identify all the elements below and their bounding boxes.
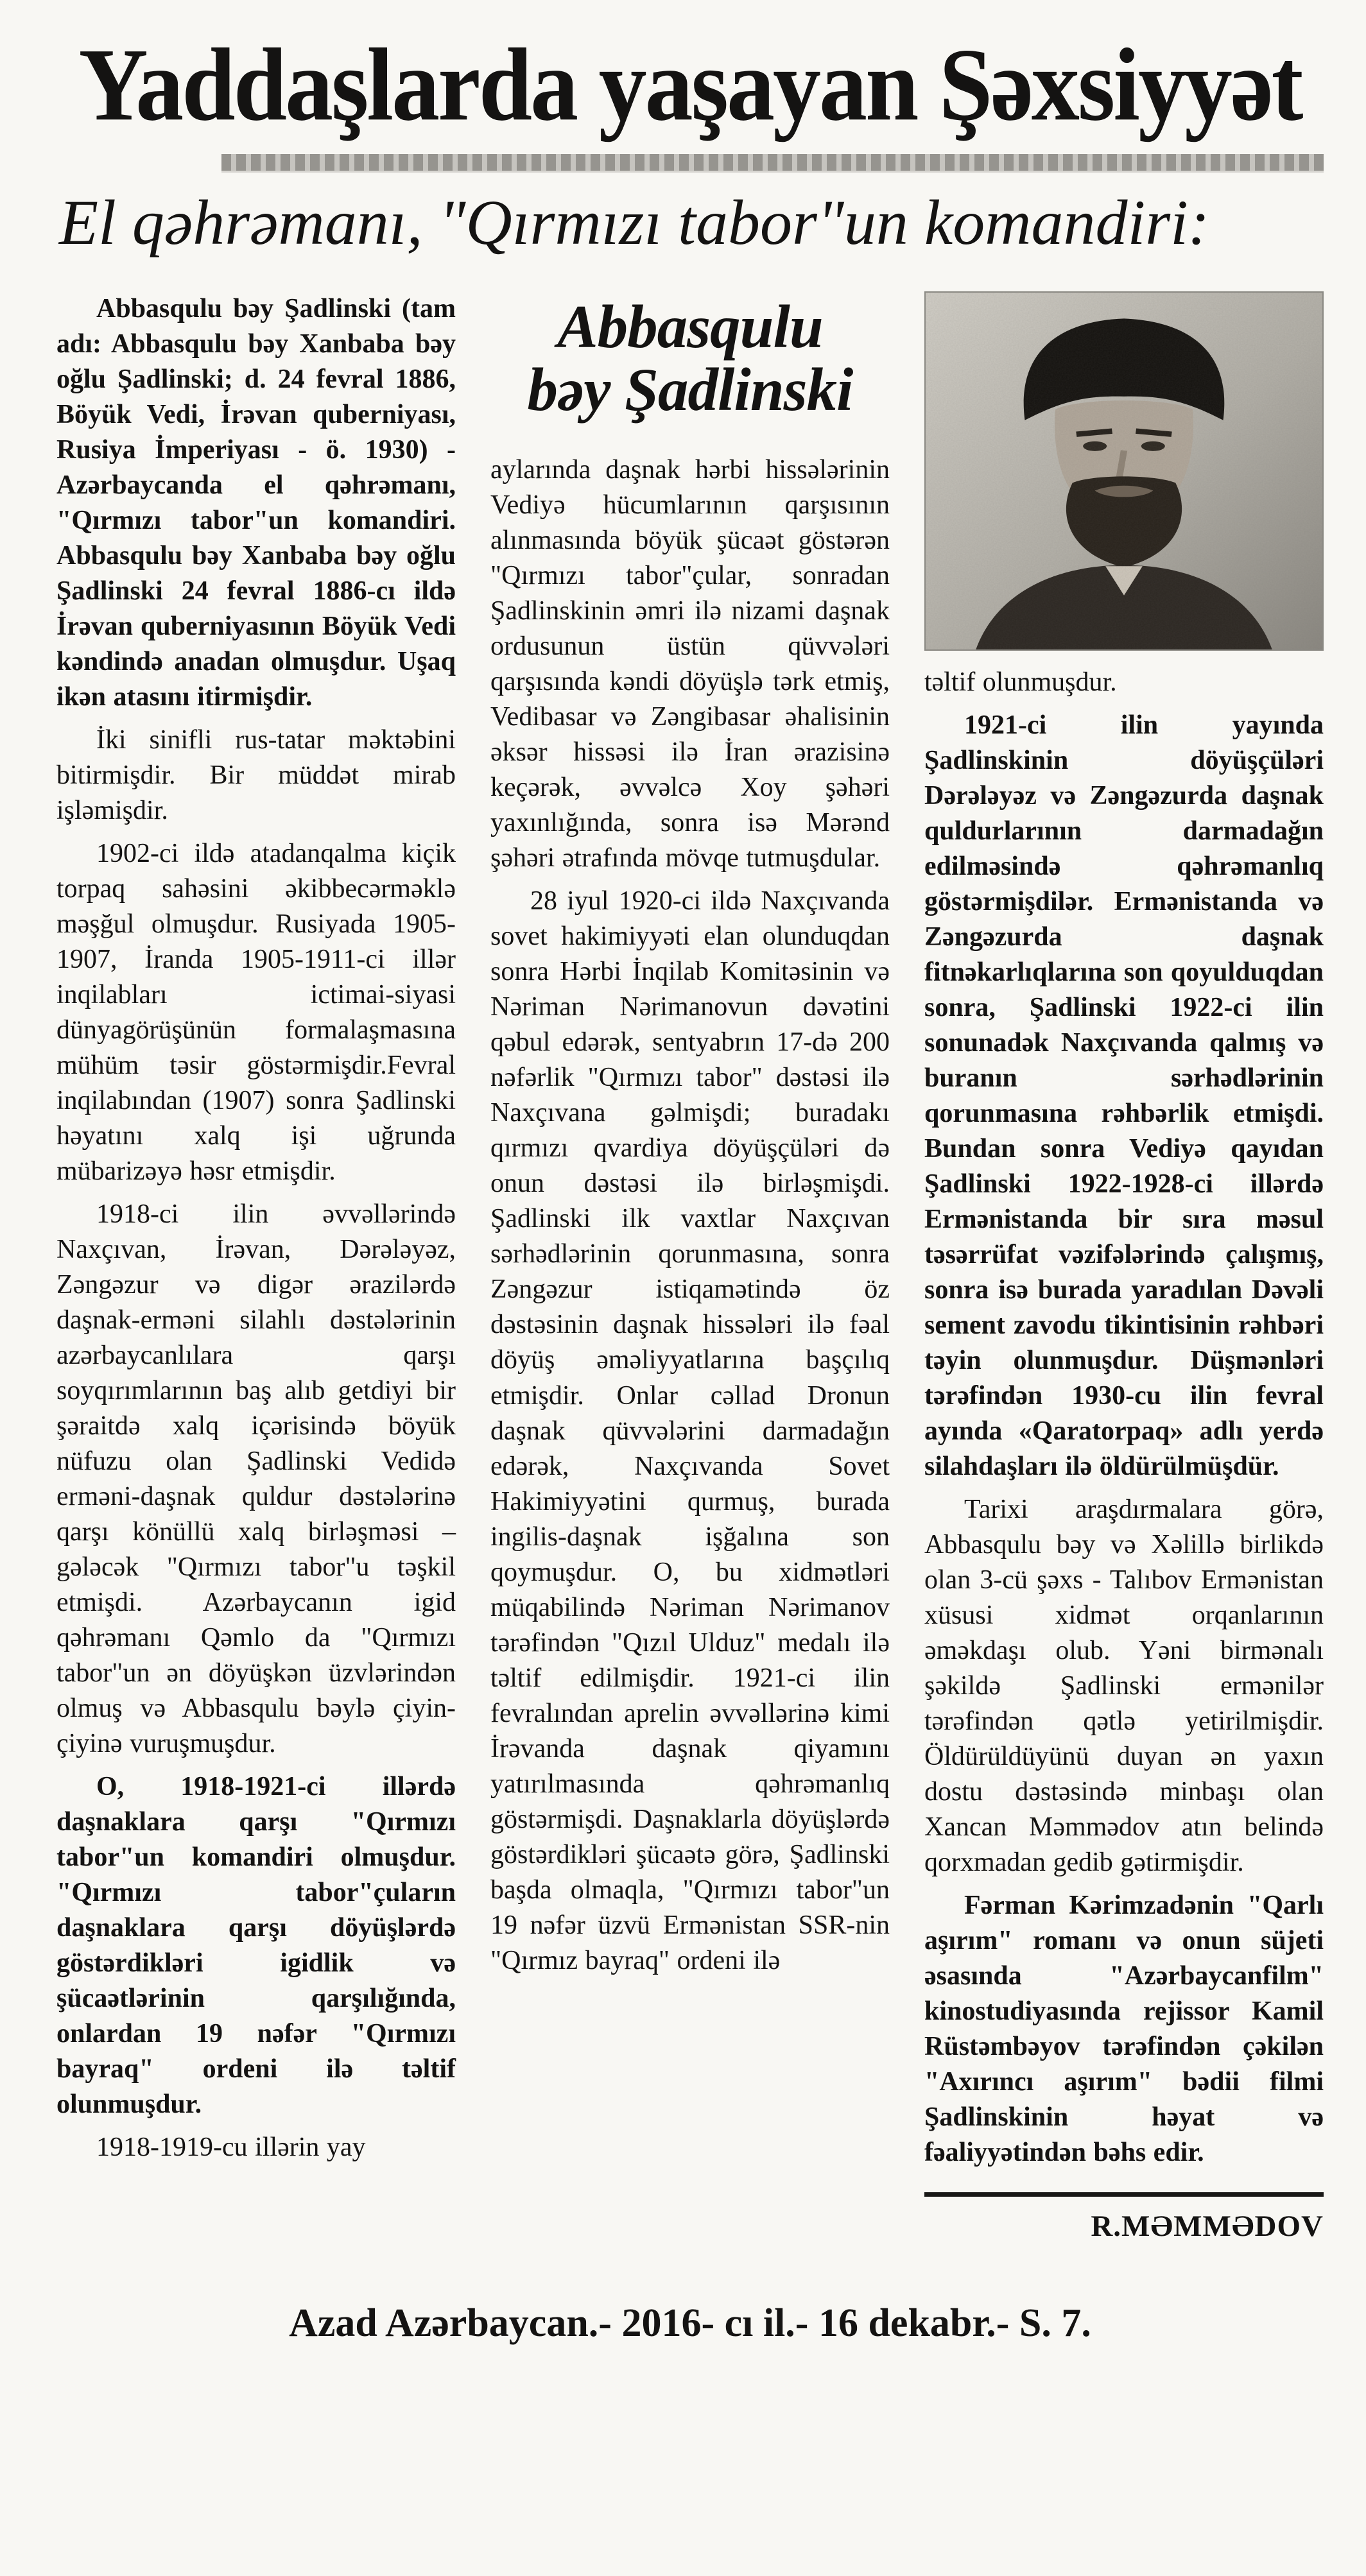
article-title-line2: bəy Şadlinski [527, 356, 853, 424]
article-title-line1: Abbasqulu [557, 292, 823, 361]
author-signature: R.MƏMMƏDOV [924, 2192, 1324, 2247]
article-title [490, 292, 890, 424]
paragraph: Abbasqulu bəy Şadlinski (tam adı: Abbasqulu bəy Xanbaba bəy oğlu Şadlinski; d. 24 fevral 1886, Böyük Vedi, İrəvan quberniyası, Rusiya İmperiyası - ö. 1930) - Azərbaycanda el qəhrəmanı, "Qırmızı tabor"un komandiri. Abbasqulu bəy Xanbaba bəy oğlu Şadlinski 24 fevral 1886-cı ildə İrəvan quberniyasının Böyük Vedi kəndində anadan olmuşdur. Uşaq ikən atasını itirmişdir. [56, 293, 456, 712]
main-headline: Yaddaşlarda yaşayan Şəxsiyyət [78, 27, 1302, 142]
paragraph: Fərman Kərimzadənin "Qarlı aşırım" romanı və onun süjeti əsasında "Azərbaycanfilm" kinostudiyasında rejissor Kamil Rüstəmbəyov tərəfindən çəkilən "Axırıncı aşırım" bədii filmi Şadlinskinin həyat və fəaliyyətindən bəhs edir. [924, 1891, 1324, 2168]
article-body [56, 291, 1324, 2247]
column-right [924, 291, 1324, 2247]
kicker-headline: El qəhrəmanı, "Qırmızı tabor"un komandiri: [59, 186, 1210, 258]
paragraph: Tarixi araşdırmalara görə, Abbasqulu bəy və Xəlillə birlikdə olan 3-cü şəxs - Talıbov Ermənistan xüsusi xidmət orqanlarının əməkdaşı olub. Yəni birmənalı şəkildə Şadlinski ermənilər tərəfindən qətlə yetirilmişdir. Öldürüldüyünü duyan ən yaxın dostu dəstəsində minbaşı olan Xancan Məmmədov atın belində qorxmadan gedib gətirmişdir. [924, 1494, 1324, 1878]
paragraph: 28 iyul 1920-ci ildə Naxçıvanda sovet hakimiyyəti elan olunduqdan sonra Hərbi İnqilab Komitəsinin və Nəriman Nərimanovun dəvətini qəbul edərək, sentyabrın 17-də 200 nəfərlik "Qırmızı tabor" dəstəsi ilə Naxçıvana gəlmişdi; buradakı qırmızı qvardiya döyüşçüləri də onun dəstəsi ilə birləşmişdi. Şadlinski ilk vaxtlar Naxçıvan sərhədlərinin qorunmasına, sonra Zəngəzur istiqamətində öz dəstəsinin daşnak hissələri ilə fəal döyüş əməliyyatlarına başçılıq etmişdir. Onlar cəllad Dronun daşnak qüvvələrini darmadağın edərək, Naxçıvanda Sovet Hakimiyyətini qurmuş, burada ingilis-daşnak işğalına son qoymuşdur. O, bu xidmətləri müqabilində Nəriman Nərimanov tərəfindən "Qızıl Ulduz" medalı ilə təltif edilmişdir. 1921-ci ilin fevralından aprelin əvvəllərinə kimi İrəvanda daşnak qiyamını yatırılmasında qəhrəmanlıq göstərmişdi. Daşnaklarla döyüşlərdə göstərdikləri şücaətə görə, Şadlinski başda olmaqla, "Qırmızı tabor"un 19 nəfər üzvü Ermənistan SSR-nin "Qırmız bayraq" ordeni ilə [490, 886, 890, 1975]
paragraph: təltif olunmuşdur. [924, 667, 1117, 697]
portrait-illustration [926, 293, 1322, 649]
paragraph: İki sinifli rus-tatar məktəbini bitirmişdir. Bir müddət mirab işləmişdir. [56, 725, 456, 825]
portrait-photo [924, 291, 1324, 651]
paragraph: 1902-ci ildə atadanqalma kiçik torpaq sahəsini əkibbecərməklə məşğul olmuşdur. Rusiyada 1905-1907, İranda 1905-1911-ci illər inqilabları ictimai-siyasi dünyagörüşünün formalaşmasına mühüm təsir göstərmişdir.Fevral inqilabından (1907) sonra Şadlinski həyatını xalq işi uğrunda mübarizəyə həsr etmişdir. [56, 838, 456, 1186]
paragraph: aylarında daşnak hərbi hissələrinin Vediyə hücumlarının qarşısının alınmasında böyük şücaət göstərən "Qırmızı tabor"çular, sonradan Şadlinskinin əmri ilə nizami daşnak ordusunun üstün qüvvələri qarşısında kəndi döyüşlə tərk etmiş, Vedibasar və Zəngibasar əhalisinin əksər hissəsi ilə İran ərazisinə keçərək, əvvəlcə Xoy şəhəri yaxınlığında, sonra isə Mərənd şəhəri ətrafında mövqe tutmuşdular. [490, 455, 890, 873]
column-left [56, 291, 456, 2247]
decorative-band [221, 154, 1324, 171]
paragraph: 1921-ci ilin yayında Şadlinskinin döyüşçüləri Dərələyəz və Zəngəzurda daşnak quldurlarının darmadağın edilməsində qəhrəmanlıq göstərmişdilər. Ermənistanda və Zəngəzurda daşnak fitnəkarlıqlarına son qoyulduqdan sonra, Şadlinski 1922-ci ilin sonunadək Naxçıvanda qalmış və buranın sərhədlərinin qorunmasına rəhbərlik etmişdi. Bundan sonra Vediyə qayıdan Şadlinski 1922-1928-ci illərdə Ermənistanda bir sıra məsul təsərrüfat vəzifələrində çalışmış, sonra isə burada yaradılan Dəvəli sement zavodu tikintisinin rəhbəri təyin olunmuşdur. Düşmənləri tərəfindən 1930-cu ilin fevral ayında «Qaratorpaq» adlı yerdə silahdaşları ilə öldürülmüşdür. [924, 710, 1324, 1481]
paragraph: O, 1918-1921-ci illərdə daşnaklara qarşı "Qırmızı tabor"un komandiri olmuşdur. "Qırmızı tabor"çuların daşnaklara qarşı döyüşlərdə göstərdikləri igidlik və şücaətlərinin qarşılığında, onlardan 19 nəfər "Qırmızı bayraq" ordeni ilə təltif olunmuşdur. [56, 1772, 456, 2120]
paragraph: 1918-1919-cu illərin yay [96, 2133, 366, 2163]
source-line: Azad Azərbaycan.- 2016- cı il.- 16 dekabr.- S. 7. [289, 2301, 1091, 2345]
column-middle [490, 291, 890, 2247]
paragraph: 1918-ci ilin əvvəllərində Naxçıvan, İrəvan, Dərələyəz, Zəngəzur və digər ərazilərdə daşnak-erməni silahlı dəstələrinin azərbaycanlılara qarşı soyqırımlarının baş alıb getdiyi bir şəraitdə xalq içərisində böyük nüfuzu olan Şadlinski Vedidə erməni-daşnak quldur dəstələrinə qarşı könüllü xalq birləşməsi – gələcək "Qırmızı tabor"u təşkil etmişdi. Azərbaycanın igid qəhrəmanı Qəmlo da "Qırmızı tabor"un ən döyüşkən üzvlərindən olmuş və Abbasqulu bəylə çiyin-çiyinə vuruşmuşdur. [56, 1199, 456, 1759]
